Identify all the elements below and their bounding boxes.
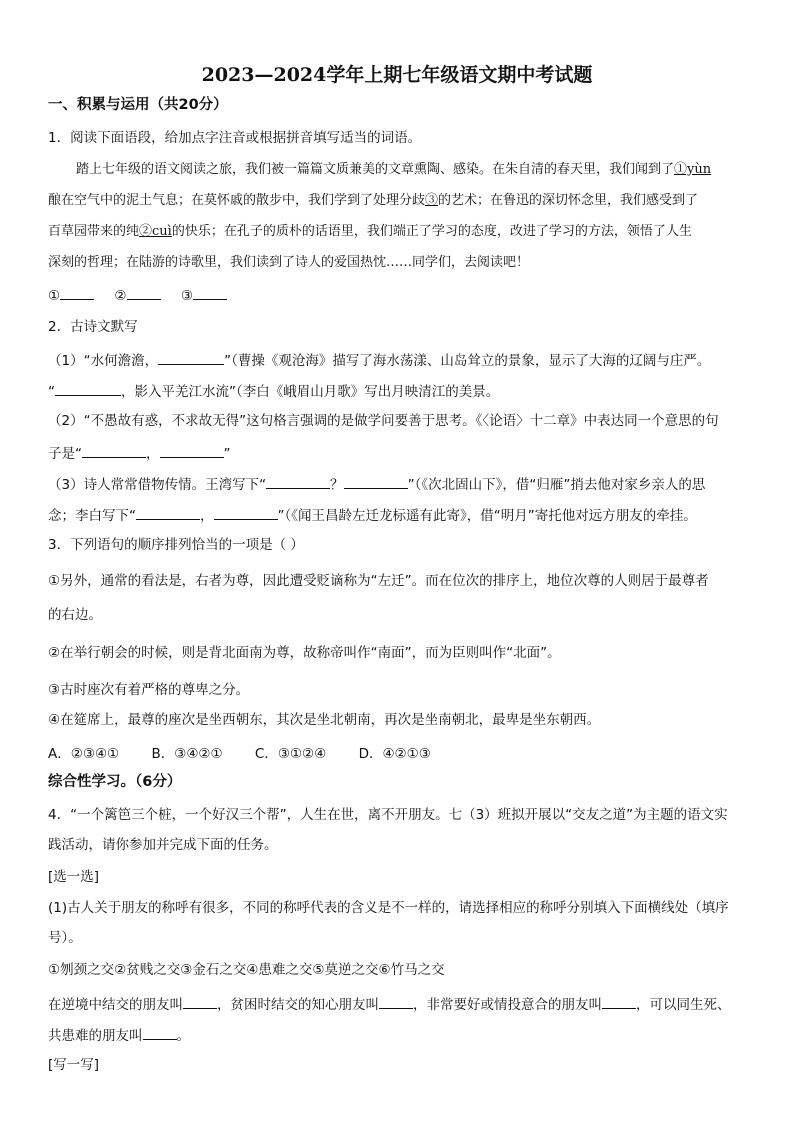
q2-line-4: [48, 443, 231, 463]
q2-text: ，: [146, 446, 160, 462]
q2-blank[interactable]: [158, 350, 224, 365]
passage-text: 酿在空气中的泥土气息；在莫怀戚的散步中，我们学到了处理分歧: [48, 193, 426, 208]
q2-text: （3）诗人常常借物传情。王湾写下“: [48, 477, 267, 493]
q2-blank[interactable]: [82, 443, 146, 458]
q1-passage-line-3: [48, 223, 692, 241]
q2-text: ”（曹操《观沧海》描写了海水荡漾、山岛耸立的景象，显示了大海的辽阔与庄严。: [224, 353, 711, 369]
q2-stem: 2．古诗文默写: [48, 319, 138, 335]
q2-line-3: （2）“不愚故有惑，不求故无得”这句格言强调的是做学问要善于思考。《〈论语〉十二章》中表达同一个意思的句: [48, 413, 719, 429]
q1-passage-line-2: [48, 192, 698, 210]
q2-blank[interactable]: [266, 474, 330, 489]
q4-line-1: 4．“一个篱笆三个桩，一个好汉三个帮”，人生在世，离不开朋友。七（3）班拟开展以“交友之道”为主题的语文实: [48, 807, 728, 823]
q2-text: 子是“: [48, 446, 82, 462]
q4-text: ，非常要好或情投意合的朋友叫: [413, 997, 602, 1013]
passage-text: 踏上七年级的语文阅读之旅，我们被一篇篇文质兼美的文章熏陶、感染。在朱自清的春天里，我们闻到了: [76, 162, 675, 177]
q3-sentence-1b: 的右边。: [48, 607, 102, 623]
option-a[interactable]: A．②③④①: [48, 746, 120, 762]
q2-blank[interactable]: [214, 505, 278, 520]
q1-passage-line-4: 深刻的哲理；在陆游的诗歌里，我们读到了诗人的爱国热忱……同学们，去阅读吧！: [48, 255, 530, 270]
marker-2: ②cuì: [139, 224, 172, 239]
q4-blank[interactable]: [183, 994, 217, 1009]
q4-text: ，可以同生死、: [636, 997, 731, 1013]
marker-1: ①yùn: [674, 162, 712, 177]
q3-sentence-2: ②在举行朝会的时候，则是背北面南为尊，故称帝叫作“南面”，而为臣则叫作“北面”。: [48, 645, 561, 661]
page-title: 2023—2024学年上期七年级语文期中考试题: [201, 64, 593, 86]
q4-blank[interactable]: [602, 994, 636, 1009]
option-b[interactable]: B．③④②①: [151, 746, 223, 762]
q4-blank[interactable]: [379, 994, 413, 1009]
q4-line-6: [48, 1025, 190, 1045]
q2-text: ”: [223, 446, 231, 462]
q4-blank[interactable]: [143, 1025, 177, 1040]
q2-line-6: [48, 505, 697, 525]
q3-sentence-1a: ①另外，通常的看法是，右者为尊，因此遭受贬谪称为“左迁”。而在位次的排序上，地位次尊的人则居于最尊者: [48, 573, 709, 589]
answer-3-label: ③: [180, 288, 193, 304]
section-2-heading: 综合性学习。（6分）: [48, 774, 182, 790]
q2-text: “: [48, 384, 55, 400]
q2-blank[interactable]: [55, 381, 121, 396]
q2-text: ”（《次北固山下》，借“归雁”捎去他对家乡亲人的思: [407, 477, 706, 493]
q2-text: 念；李白写下“: [48, 508, 136, 524]
q4-tag-select: [选一选]: [48, 869, 100, 885]
answer-3-blank[interactable]: [193, 285, 227, 300]
passage-text: 百草园带来的纯: [48, 224, 140, 239]
q1-passage-line-1: [76, 161, 711, 179]
q2-blank[interactable]: [344, 474, 408, 489]
q2-blank[interactable]: [136, 505, 200, 520]
q1-stem: 1．阅读下面语段，给加点字注音或根据拼音填写适当的词语。: [48, 130, 422, 146]
q4-text: ，贫困时结交的知心朋友叫: [217, 997, 379, 1013]
q4-line-4: 号）。: [48, 930, 82, 946]
marker-3: ③: [425, 193, 439, 208]
q4-text: 共患难的朋友叫: [48, 1028, 143, 1044]
q4-text: 在逆境中结交的朋友叫: [48, 997, 183, 1013]
q2-text: ”（《闻王昌龄左迁龙标遥有此寄》，借“明月”寄托他对远方朋友的牵挂。: [277, 508, 697, 524]
section-1-heading: 一、积累与运用（共20分）: [48, 97, 228, 113]
q3-stem: 3．下列语句的顺序排列恰当的一项是（ ）: [48, 537, 304, 553]
q2-text: ，: [200, 508, 214, 524]
q2-line-1: [48, 350, 710, 370]
q3-sentence-4: ④在筵席上，最尊的座次是坐西朝东，其次是坐北朝南，再次是坐南朝北，最卑是坐东朝西。: [48, 712, 601, 728]
answer-1-label: ①: [48, 288, 61, 304]
answer-2-blank[interactable]: [127, 285, 161, 300]
q3-sentence-3: ③古时座次有着严格的尊卑之分。: [48, 682, 250, 698]
answer-1-blank[interactable]: [60, 285, 94, 300]
q2-line-2: [48, 381, 499, 401]
q2-text: ？: [330, 477, 344, 493]
q4-choices: ①刎颈之交②贫贱之交③金石之交④患难之交⑤莫逆之交⑥竹马之交: [48, 962, 445, 978]
q2-text: ，影入平羌江水流”（李白《峨眉山月歌》写出月映清江的美景。: [121, 384, 500, 400]
q3-options: [48, 742, 459, 762]
option-c[interactable]: C．③①②④: [254, 746, 327, 762]
q2-text: （1）“水何澹澹，: [48, 353, 159, 369]
q4-line-2: 践活动，请你参加并完成下面的任务。: [48, 837, 278, 853]
option-d[interactable]: D．④②①③: [358, 746, 431, 762]
answer-2-label: ②: [114, 288, 127, 304]
q4-line-5: [48, 994, 731, 1014]
q2-blank[interactable]: [160, 443, 224, 458]
q4-tag-write: [写一写]: [48, 1057, 100, 1073]
q2-line-5: [48, 474, 705, 494]
q4-line-3: (1)古人关于朋友的称呼有很多，不同的称呼代表的含义是不一样的，请选择相应的称呼分别填入下面横线处（填序: [48, 900, 729, 916]
passage-text: 的艺术；在鲁迅的深切怀念里，我们感受到了: [438, 193, 699, 208]
q4-text: 。: [176, 1028, 190, 1044]
q1-answer-row: [48, 285, 227, 305]
passage-text: 的快乐；在孔子的质朴的话语里，我们端正了学习的态度，改进了学习的方法，领悟了人生: [171, 224, 692, 239]
